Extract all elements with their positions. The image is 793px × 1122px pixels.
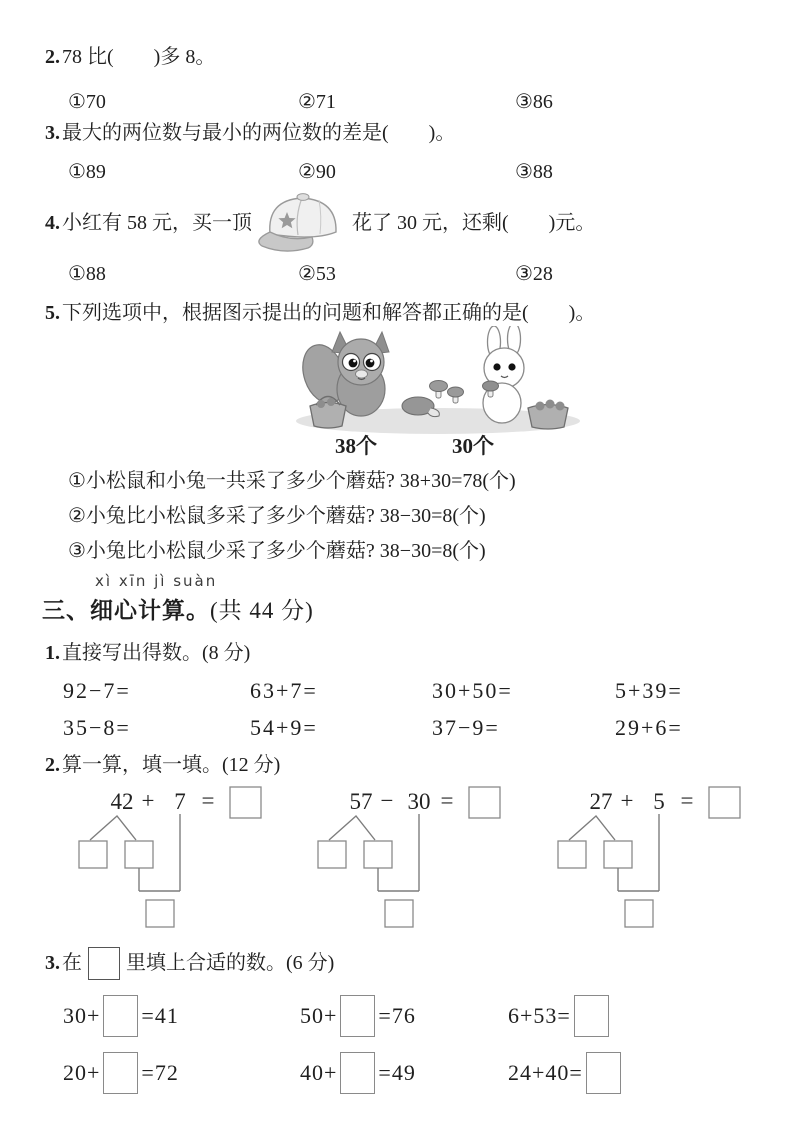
oral-equation[interactable]: 35−8= (63, 715, 131, 740)
bond-equals: = (680, 788, 694, 813)
oral-equation[interactable]: 5+39= (615, 678, 683, 703)
question-text-post: 花了 30 元，还剩( )元。 (352, 212, 596, 234)
bond-branches (569, 816, 615, 840)
q5-option-3[interactable]: ③小兔比小松鼠少采了多少个蘑菇? 38−30=8(个) (68, 540, 486, 562)
squirrel-pupil (366, 359, 375, 368)
equation-text: 40+ (300, 1060, 338, 1085)
mushroom-in-basket (536, 402, 545, 411)
answer-box[interactable] (79, 841, 107, 868)
fill-equation (63, 993, 179, 1039)
answer-box[interactable] (230, 787, 261, 818)
q3-option-1[interactable]: ①89 (68, 161, 106, 183)
q2-option-2[interactable]: ②71 (298, 91, 336, 113)
subsection-number: 2. (45, 754, 60, 776)
fill-equation (508, 1050, 624, 1096)
q5-option-2[interactable]: ②小兔比小松鼠多采了多少个蘑菇? 38−30=8(个) (68, 505, 486, 527)
bond-operand2: 5 (653, 789, 665, 814)
bond-equals: = (440, 788, 454, 813)
basket-left (310, 403, 346, 429)
bond-operand2: 7 (174, 789, 186, 814)
question-text-pre: 小红有 58 元，买一顶 (62, 212, 252, 234)
squirrel-muzzle (356, 370, 368, 378)
squirrel-pupil (349, 359, 358, 368)
answer-box[interactable] (318, 841, 346, 868)
mushroom-cap (430, 381, 448, 392)
answer-box[interactable] (385, 900, 413, 927)
answer-box[interactable] (103, 995, 138, 1037)
q3-option-2[interactable]: ②90 (298, 161, 336, 183)
mushroom-in-basket (556, 402, 565, 411)
fill-equation (300, 993, 416, 1039)
baseball-cap-icon (256, 188, 348, 258)
eye-highlight (370, 360, 373, 363)
section-header (42, 592, 314, 625)
section-points: (共 44 分) (210, 598, 314, 623)
question-number: 2. (45, 46, 60, 68)
question-text: 最大的两位数与最小的两位数的差是( )。 (62, 122, 456, 144)
answer-box[interactable] (586, 1052, 621, 1094)
equation-text: 24+40= (508, 1060, 583, 1085)
subsection-text-pre: 在 (62, 952, 82, 974)
squirrel-count-label: 38个 (335, 434, 377, 458)
subsection-number: 3. (45, 952, 60, 974)
equation-text: =41 (141, 1003, 179, 1028)
rabbit-eye (508, 363, 515, 370)
fill-equation (508, 993, 612, 1039)
subsection-title: 算一算，填一填。(12 分) (62, 754, 281, 776)
bond-branches (90, 816, 136, 840)
q4-option-3[interactable]: ③28 (515, 263, 553, 285)
oral-equation[interactable]: 37−9= (432, 715, 500, 740)
bond-operator: + (620, 788, 634, 813)
oral-equation[interactable]: 63+7= (250, 678, 318, 703)
answer-box[interactable] (709, 787, 740, 818)
equation-text: =76 (378, 1003, 416, 1028)
bond-operand1: 57 (349, 789, 373, 814)
section-pinyin: xì xīn jì suàn (95, 572, 218, 590)
equation-text: 30+ (63, 1003, 101, 1028)
mushroom-picking-figure (288, 326, 588, 438)
equation-text: =49 (378, 1060, 416, 1085)
q4-option-2[interactable]: ②53 (298, 263, 336, 285)
cap-dome (270, 198, 336, 237)
subsection-title: 直接写出得数。(8 分) (62, 642, 251, 664)
bond-operand1: 42 (110, 789, 134, 814)
answer-box (88, 947, 120, 980)
equation-text: =72 (141, 1060, 179, 1085)
subsection-number: 1. (45, 642, 60, 664)
bond-branches (329, 816, 375, 840)
question-text: 下列选项中，根据图示提出的问题和解答都正确的是( )。 (62, 302, 596, 324)
question-number: 4. (45, 212, 60, 234)
oral-equation[interactable]: 92−7= (63, 678, 131, 703)
answer-box[interactable] (574, 995, 609, 1037)
answer-box[interactable] (469, 787, 500, 818)
answer-box[interactable] (340, 1052, 375, 1094)
eye-highlight (353, 360, 356, 363)
rabbit-count-label: 30个 (452, 434, 494, 458)
question-number: 3. (45, 122, 60, 144)
number-bond-diagram-2 (309, 783, 509, 935)
question-3-line (45, 120, 455, 146)
mushroom-in-basket (546, 400, 555, 409)
answer-box[interactable] (103, 1052, 138, 1094)
answer-box[interactable] (340, 995, 375, 1037)
bond-operand1: 27 (589, 789, 613, 814)
subsection-1-header (45, 640, 250, 666)
bond-operator: + (141, 788, 155, 813)
equation-text: 50+ (300, 1003, 338, 1028)
basket-icon (528, 400, 568, 430)
q2-option-1[interactable]: ①70 (68, 91, 106, 113)
subsection-3-header (45, 943, 334, 983)
question-number: 5. (45, 302, 60, 324)
question-4-line (45, 186, 595, 260)
bond-operator: − (380, 788, 394, 813)
number-bond-diagram-3 (549, 783, 749, 935)
answer-box[interactable] (625, 900, 653, 927)
mushroom-cap (483, 381, 499, 391)
subsection-2-header (45, 752, 280, 778)
answer-box[interactable] (364, 841, 392, 868)
q4-option-1[interactable]: ①88 (68, 263, 106, 285)
bond-operand2: 30 (407, 789, 431, 814)
subsection-text-post: 里填上合适的数。(6 分) (126, 952, 335, 974)
mushroom-in-basket (327, 398, 335, 406)
number-bond-diagram-1 (70, 783, 270, 935)
fill-equation (63, 1050, 179, 1096)
answer-box[interactable] (558, 841, 586, 868)
cap-button (297, 194, 309, 201)
q3-option-3[interactable]: ③88 (515, 161, 553, 183)
answer-box[interactable] (125, 841, 153, 868)
q2-option-3[interactable]: ③86 (515, 91, 553, 113)
rabbit-eye (493, 363, 500, 370)
mushroom-in-basket (317, 400, 325, 408)
bond-equals: = (201, 788, 215, 813)
oral-equation[interactable]: 30+50= (432, 678, 513, 703)
answer-box[interactable] (604, 841, 632, 868)
equation-text: 6+53= (508, 1003, 571, 1028)
squirrel-icon (296, 332, 389, 416)
mushroom-cap (448, 387, 464, 397)
section-title: 三、细心计算。 (42, 598, 210, 623)
question-5-line (45, 300, 595, 326)
fill-equation (300, 1050, 416, 1096)
answer-box[interactable] (146, 900, 174, 927)
question-2-line (45, 44, 215, 70)
oral-equation[interactable]: 54+9= (250, 715, 318, 740)
equation-text: 20+ (63, 1060, 101, 1085)
question-text: 78 比( )多 8。 (62, 46, 216, 68)
oral-equation[interactable]: 29+6= (615, 715, 683, 740)
rabbit-icon (483, 326, 525, 423)
q5-option-1[interactable]: ①小松鼠和小兔一共采了多少个蘑菇? 38+30=78(个) (68, 470, 516, 492)
